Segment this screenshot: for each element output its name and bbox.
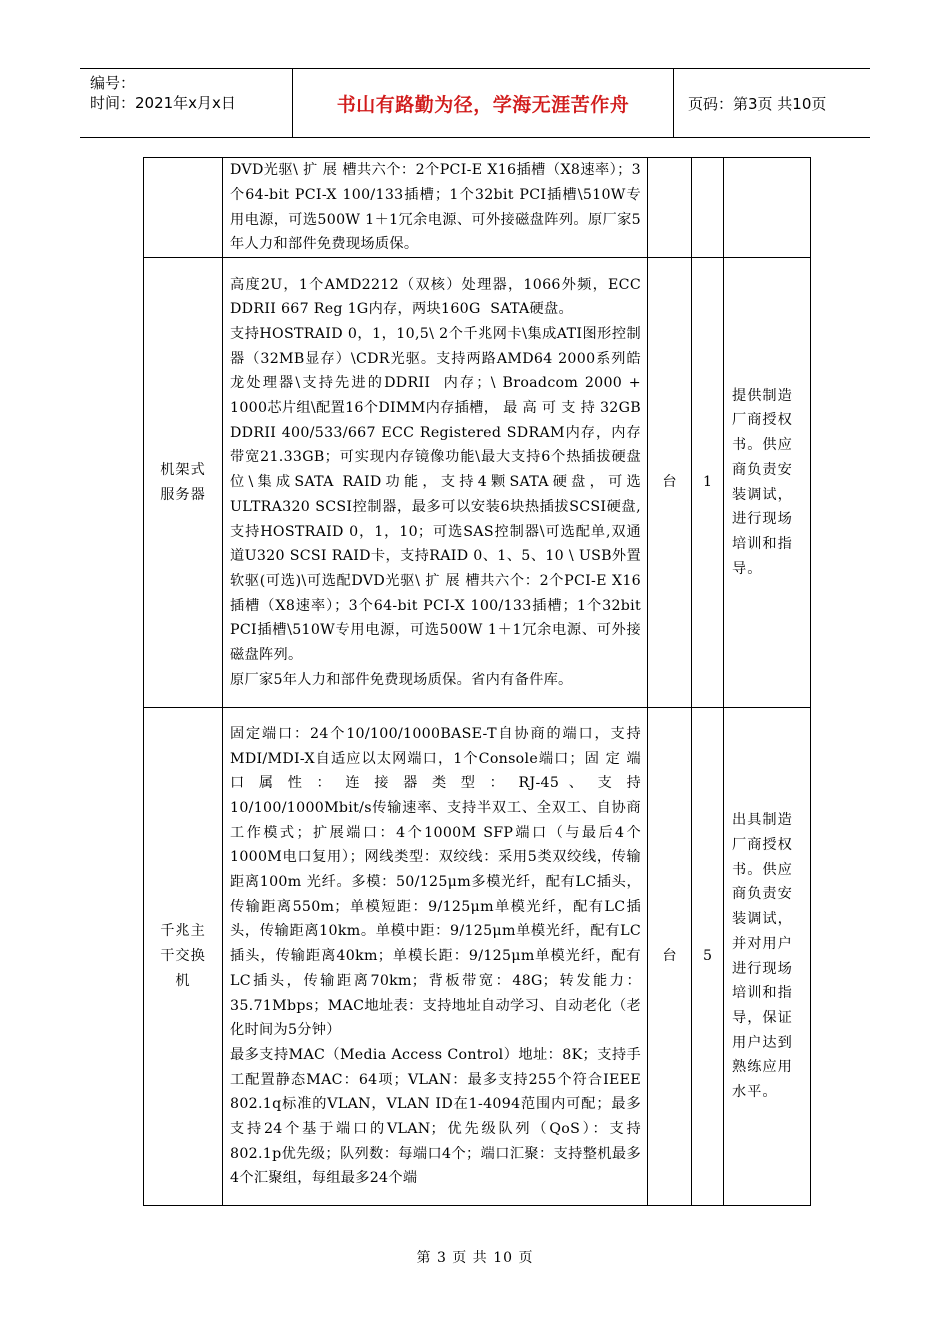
item-unit-cell	[648, 258, 692, 708]
item-unit-cell	[648, 708, 692, 1206]
document-number-label: 编号：	[90, 74, 136, 92]
item-name-cell	[144, 158, 223, 258]
item-spec-cell	[223, 258, 648, 708]
header-meta	[80, 69, 293, 137]
item-unit: 台	[662, 948, 677, 965]
item-note: 出具制造厂商授权书。供应商负责安装调试，并对用户进行现场培训和指导，保证用户达到熟练应用水平。	[732, 812, 793, 1101]
table-row	[144, 158, 811, 258]
item-unit-cell	[648, 158, 692, 258]
item-name: 千兆主 干交换 机	[160, 923, 206, 989]
item-name-cell	[144, 258, 223, 708]
document-time-label: 时间：2021年x月x日	[90, 94, 236, 112]
item-name-cell	[144, 708, 223, 1206]
item-spec: DVD光驱\ 扩 展 槽共六个：2个PCI-E X16插槽（X8速率）；3个64-bit PCI-X 100/133插槽；1个32bit PCI插槽\510W专用电源，可选500W 1＋1冗余电源、可外接磁盘阵列。原厂家5年人力和部件免费现场质保。	[230, 162, 641, 253]
specification-table	[143, 157, 811, 1206]
item-qty: 1	[702, 474, 713, 491]
item-spec-cell	[223, 708, 648, 1206]
header-motto: 书山有路勤为径，学海无涯苦作舟	[293, 69, 674, 137]
item-qty-cell	[692, 708, 724, 1206]
item-note-cell	[724, 258, 811, 708]
item-note-cell	[724, 708, 811, 1206]
item-note: 提供制造厂商授权书。供应商负责安装调试，进行现场培训和指导。	[732, 387, 793, 577]
item-qty-cell	[692, 258, 724, 708]
item-note-cell	[724, 158, 811, 258]
header-page-info: 页码：第3页 共10页	[688, 94, 827, 113]
page-header	[80, 68, 870, 138]
item-spec: 高度2U，1个AMD2212（双核）处理器，1066外频，ECC DDRII 667 Reg 1G内存，两块160G SATA硬盘。 支持HOSTRAID 0，1，10,5\ 2个千兆网卡\集成ATI图形控制器（32MB显存）\CDR光驱。支持两路AMD64 2000系列皓龙处理器\支持先进的DDRII 内存；\ Broadcom 2000 + 1000芯片组\配置16个DIMM内存插槽， 最 高 可 支 持 32GB DDRII 400/533/667 ECC Registered SDRAM内存，内存带宽21.33GB；可实现内存镜像功能\最大支持6个热插拔硬盘位\集成SATA RAID功能，支持4颗SATA硬盘，可选ULTRA320 SCSI控制器，最多可以安装6块热插拔SCSI硬盘,支持HOSTRAID 0，1，10；可选SAS控制器\可选配单,双通道U320 SCSI RAID卡，支持RAID 0、1、5、10 \ USB外置软驱(可选)\可选配DVD光驱\ 扩 展 槽共六个：2个PCI-E X16插槽（X8速率）；3个64-bit PCI-X 100/133插槽；1个32bit PCI插槽\510W专用电源，可选500W 1＋1冗余电源、可外接磁盘阵列。 原厂家5年人力和部件免费现场质保。省内有备件库。	[230, 276, 641, 688]
item-name: 机架式 服务器	[160, 461, 206, 503]
item-qty: 5	[702, 948, 713, 965]
table-row	[144, 708, 811, 1206]
page-footer: 第 3 页 共 10 页	[416, 1250, 534, 1266]
item-spec: 固定端口：24个10/100/1000BASE-T自协商的端口，支持MDI/MDI-X自适应以太网端口，1个Console端口；固 定 端 口 属 性 ： 连 接 器 类 型 ： RJ-45 、 支 持10/100/1000Mbit/s传输速率、支持半双工、全双工、自协商工作模式；扩展端口：4个1000M SFP端口（与最后4个1000M电口复用）；网线类型：双绞线：采用5类双绞线，传输距离100m 光纤。多模：50/125μm多模光纤，配有LC插头，传输距离550m；单模短距：9/125μm单模光纤，配有LC插头，传输距离10km。单模中距：9/125μm单模光纤，配有LC插头，传输距离40km；单模长距：9/125μm单模光纤，配有LC插头，传输距离70km；背板带宽：48G；转发能力：35.71Mbps；MAC地址表：支持地址自动学习、自动老化（老化时间为5分钟） 最多支持MAC（Media Access Control）地址：8K；支持手工配置静态MAC：64项；VLAN：最多支持255个符合IEEE 802.1q标准的VLAN，VLAN ID在1-4094范围内可配；最多支持24个基于端口的VLAN；优先级队列（QoS）：支持802.1p优先级；队列数：每端口4个；端口汇聚：支持整机最多4个汇聚组，每组最多24个端	[230, 725, 641, 1187]
table-row	[144, 258, 811, 708]
item-qty-cell	[692, 158, 724, 258]
item-spec-cell	[223, 158, 648, 258]
item-unit: 台	[662, 474, 677, 491]
